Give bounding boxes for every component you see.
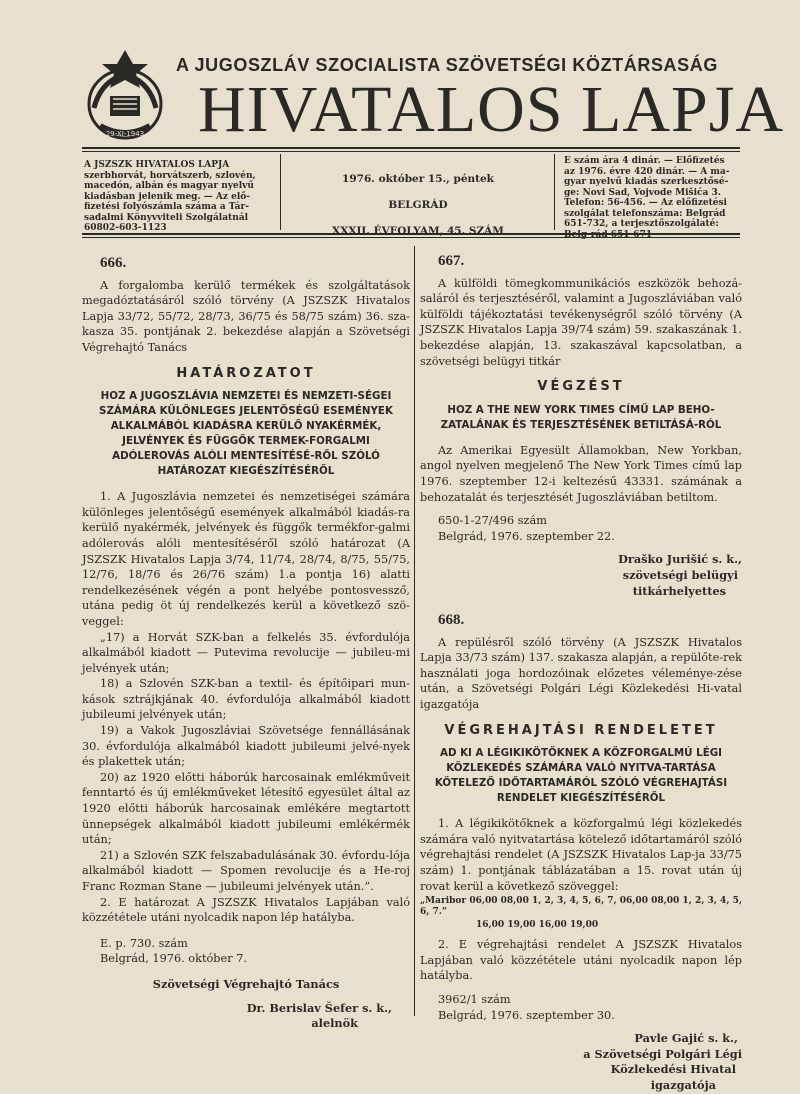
decree-item-21: 21) a Szlovén SZK felszabadulásának 30. évfordu-lója alkalmából kiadott — Spomen revolucije és a He-roj Franc Rozman Stane — jubileumi jelvények után.”. (82, 848, 410, 893)
decree-signer: Dr. Berislav Šefer s. k., (246, 1000, 392, 1015)
header-divider-left (280, 154, 281, 230)
regulation-table-hours: 16,00 19,00 16,00 19,00 (476, 920, 599, 931)
left-column (82, 256, 410, 1032)
right-column (420, 254, 742, 1094)
header-divider-right (554, 154, 555, 230)
order-heading: VÉGZÉST (537, 379, 625, 395)
issue-info (290, 166, 546, 244)
decree-place-date: Belgrád, 1976. október 7. (100, 952, 247, 966)
regulation-subheading: AD KI A LÉGIKIKÖTŐKNEK A KÖZFORGALMÚ LÉGI KÖZLEKEDÉS SZÁMÁRA VALÓ NYITVA-TARTÁSA KÖTELEZŐ IDŐTARTAMÁRÓL SZÓLÓ VÉGREHAJTÁSI RENDELET KIEGÉSZÍTÉSÉRŐL (434, 747, 728, 805)
regulation-point-2: 2. E végrehajtási rendelet A JSZSZK Hivatalos Lapjában való közzététele utáni nyolcadik napon lép hatályba. (420, 938, 742, 983)
decree-signer-role: alelnök (311, 1016, 358, 1031)
regulation-intro: A repülésről szóló törvény (A JSZSZK Hivatalos Lapja 33/73 szám) 137. szakasza alapján, a repülőte-rek használati joga hordozóinak előzetes véleménye-zése után, a Szövetségi Polgári Légi Közlekedési Hi-vatal igazgatója (420, 635, 742, 712)
header-rule-top (82, 147, 740, 149)
issue-volume: XXXII. ÉVFOLYAM, 45. SZÁM (332, 225, 504, 237)
regulation-point-1: 1. A légikikötőknek a közforgalmú légi közlekedés számára való nyitvatartása kötelező időtartamáról szóló végrehajtási rendelet (A JSZSZK Hivatalos Lap-ja 33/75 szám) 1. pontjának táblázatában a 15. rovat után új rovat kerül a következő szöveggel: (420, 817, 742, 893)
decree-point-1: 1. A Jugoszlávia nemzetei és nemzetiségei számára különleges jelentőségű események alkalmából kiadás-ra kerülő nyakérmék, jelvények és függők termékfor-galmi adólerovás alóli mentesítéséről szóló határozat (A JSZSZK Hivatalos Lapja 3/74, 11/74, 28/74, 8/75, 55/75, 12/76, 18/76 és 26/76 szám) 1.a pontja 16) alatti rendelkezésének végén a pont helyébe pontosvessző, utána pedig öt új rendelkezés kerül a következő szö-veggel: (82, 490, 410, 628)
decree-issuer: Szövetségi Végrehajtó Tanács (152, 976, 340, 991)
order-body: Az Amerikai Egyesült Államokban, New Yorkban, angol nyelven megjelenő The New York Times című lap 1976. szeptember 12-i keltezésű 43331. számának a behozatalát és terjesztését Jugoszláviában betiltom. (420, 443, 742, 504)
decree-number: 666. (100, 255, 127, 271)
gazette-title: HIVATALOS LAPJA (198, 73, 785, 146)
regulation-place-date: Belgrád, 1976. szeptember 30. (438, 1008, 615, 1022)
decree-item-18: 18) a Szlovén SZK-ban a textil- és építőipari mun-kások sztrájkjának 40. évfordulója alkalmából kiadott jubileumi jelvények után; (82, 677, 410, 722)
regulation-table-row: „Maribor 06,00 08,00 1, 2, 3, 4, 5, 6, 7, 06,00 08,00 1, 2, 3, 4, 5, 6, 7.” (420, 896, 742, 918)
regulation-signer-role-2: Közlekedési Hivatal (610, 1062, 736, 1077)
price-info: E szám ára 4 dinár. — Előfizetés az 1976. évre 420 dinár. — A ma-gyar nyelvű kiadás szerkesztősé-ge: Novi Sad, Vojvode Mišića 3. Telefon: 56-456. — Az előfizetési szolgálat telefonszáma: Belgrád 651-732, a terjesztőszolgálaté: Belg-rád 651-671 (564, 156, 730, 240)
regulation-signer: Pavle Gajić s. k., (634, 1031, 738, 1046)
decree-heading: HATÁROZATOT (176, 365, 316, 381)
order-signer-role-2: titkárhelyettes (632, 583, 726, 598)
header-rule-top-thin (82, 151, 740, 152)
regulation-signer-role-1: a Szövetségi Polgári Légi (583, 1046, 742, 1061)
decree-item-20: 20) az 1920 előtti háborúk harcosainak emlékműveit fenntartó és új emlékműveket létesítő egyesület által az 1920 előtti háborúk harcosainak emlékére megtartott ünnepségek alkalmából kiadott jubileumi emlékérmék után; (82, 770, 410, 847)
order-number: 667. (438, 253, 465, 269)
decree-subheading: HOZ A JUGOSZLÁVIA NEMZETEI ÉS NEMZETI-SÉGEI SZÁMÁRA KÜLÖNLEGES JELENTŐSÉGŰ ESEMÉNYEK ALKALMÁBÓL KIADÁSRA KERÜLŐ NYAKÉRMÉK, JELVÉNYEK ÉS FÜGGŐK TERMEK-FORGALMI ADÓLEROVÁS ALÓLI MENTESÍTÉSÉ-RŐL SZÓLÓ HATÁROZAT KIEGÉSZÍTÉSÉRŐL (99, 390, 393, 478)
order-subheading: HOZ A THE NEW YORK TIMES CÍMŰ LAP BEHO-ZATALÁNAK ÉS TERJESZTÉSÉNEK BETILTÁSÁ-RÓL (440, 403, 722, 431)
order-signer-role-1: szövetségi belügyi (622, 567, 738, 582)
regulation-reference: 3962/1 szám (438, 993, 511, 1006)
issue-city: BELGRÁD (388, 199, 448, 211)
decree-item-17: „17) a Horvát SZK-ban a felkelés 35. évfordulója alkalmából kiadott — Putevima revolucije — jubileu-mi jelvények után; (82, 630, 410, 675)
decree-point-2: 2. E határozat A JSZSZK Hivatalos Lapjában való közzététele utáni nyolcadik napon lép hatályba. (82, 895, 410, 925)
regulation-signer-role-3: igazgatója (650, 1077, 716, 1092)
order-intro: A külföldi tömegkommunikációs eszközök behozá-saláról és terjesztéséről, valamint a Jugoszláviában való külföldi tájékoztatási tevékenységről szóló törvény (A JSZSZK Hivatalos Lapja 39/74 szám) 59. szakaszának 1. bekezdése alapján, 13. szakaszával kapcsolatban, a szövetségi belügyi titkár (420, 276, 742, 368)
order-signer: Draško Jurišić s. k., (618, 552, 742, 567)
state-emblem-icon (80, 44, 170, 144)
decree-intro: A forgalomba kerülő termékek és szolgáltatások megadóztatásáról szóló törvény (A JSZSZK Hivatalos Lapja 33/72, 55/72, 28/73, 36/75 és 58/75 szám) 36. sza-kasza 35. pontjának 2. bekezdése alapján a Szövetségi Végrehajtó Tanács (82, 278, 410, 354)
column-divider (414, 246, 415, 1016)
order-reference: 650-1-27/496 szám (438, 514, 547, 528)
republic-name: A JUGOSZLÁV SZOCIALISTA SZÖVETSÉGI KÖZTÁRSASÁG (176, 55, 718, 75)
regulation-heading: VÉGREHAJTÁSI RENDELETET (444, 722, 718, 738)
subscription-info: A JSZSZK HIVATALOS LAPJA szerbhorvát, horvátszerb, szlovén, macedón, albán és magyar nyelvű kiadásban jelenik meg. — Az elő-fizetési folyószámla száma a Tár-sadalmi Könyvviteli Szolgálatnál 60802-603-1123 (84, 160, 256, 233)
decree-item-19: 19) a Vakok Jugoszláviai Szövetsége fennállásának 30. évfordulója alkalmából kiadott jubileumi jelvé-nyek és plakettek után; (82, 724, 410, 769)
issue-date: 1976. október 15., péntek (342, 173, 494, 185)
regulation-number: 668. (438, 612, 465, 629)
decree-reference: E. p. 730. szám (100, 936, 188, 950)
emblem-date: 29-XI-1943 (105, 130, 145, 138)
order-place-date: Belgrád, 1976. szeptember 22. (438, 529, 615, 543)
